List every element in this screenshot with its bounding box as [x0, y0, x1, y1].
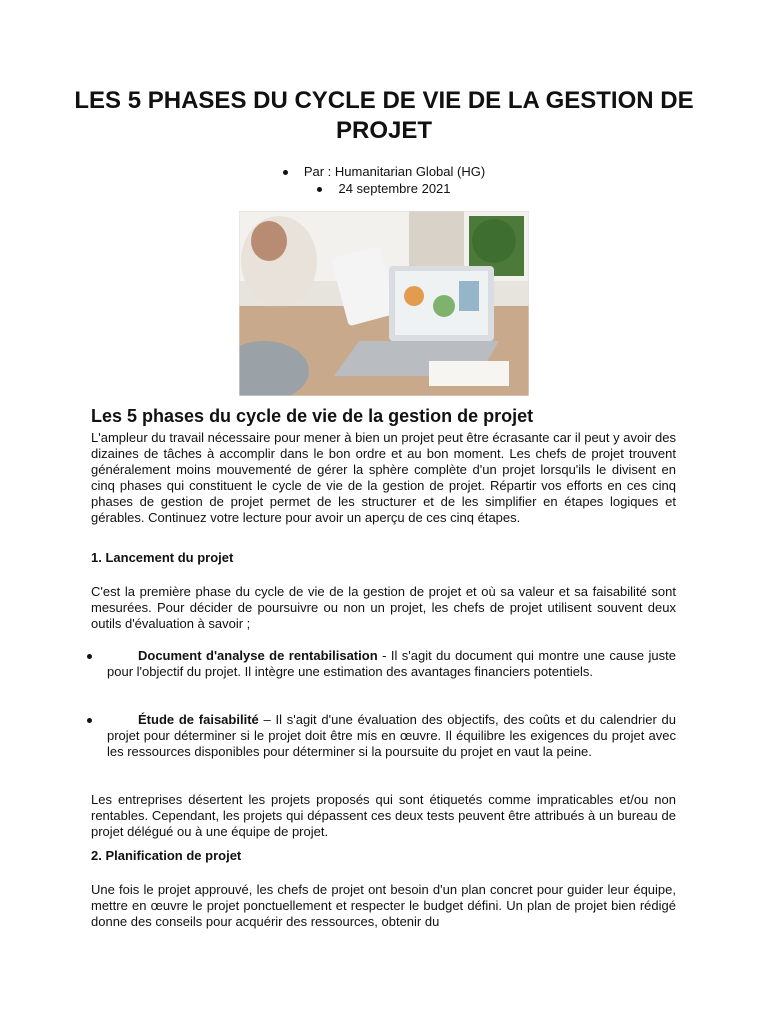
- phase1-paragraph: C'est la première phase du cycle de vie de la gestion de projet et où sa valeur et sa faisabilité sont mesurées. Pour décider de poursuivre ou non un projet, les chefs de projet utilisent souvent deux outils d'évaluation à savoir ;: [91, 584, 676, 631]
- date-text: 24 septembre 2021: [338, 181, 451, 196]
- bullet-body: - Il s'agit du document qui montre une cause juste pour l'objectif du projet. Il intègre une estimation des avantages financiers potentiels.: [107, 648, 676, 679]
- phase2-paragraph: Une fois le projet approuvé, les chefs de projet ont besoin d'un plan concret pour guider leur équipe, mettre en œuvre le projet ponctuellement et respecter le budget défini. Un plan de projet bien rédigé donne des conseils pour acquérir des ressources, obtenir du: [91, 882, 676, 929]
- author-line: [0, 163, 768, 181]
- bullet-term: Étude de faisabilité: [138, 712, 259, 727]
- phase2-heading: 2. Planification de projet: [91, 848, 242, 863]
- bullet-body: – Il s'agit d'une évaluation des objectifs, des coûts et du calendrier du projet pour déterminer si le projet doit être mis en œuvre. Il équilibre les exigences du projet avec les ressources disponibles pour déterminer si la poursuite du projet en vaut la peine.: [107, 712, 676, 759]
- phase1-closing-paragraph: Les entreprises désertent les projets proposés qui sont étiquetés comme impraticables et/ou non rentables. Cependant, les projets qui dépassent ces deux tests peuvent être attribués à un bureau de projet délégué ou à une équipe de projet.: [91, 792, 676, 839]
- office-laptop-image: [239, 211, 529, 396]
- intro-paragraph: L'ampleur du travail nécessaire pour mener à bien un projet peut être écrasante car il peut y avoir des dizaines de tâches à accomplir dans le bon ordre et au bon moment. Les chefs de projet trouvent généralement moins mouvementé de gérer la sphère complète d'un projet lorsqu'ils le divisent en cinq phases qui constituent le cycle de vie de la gestion de projet. Répartir vos efforts en ces cinq phases de gestion de projet permet de les structurer et de les simplifier en étapes logiques et gérables. Continuez votre lecture pour avoir un aperçu de ces cinq étapes.: [91, 430, 676, 525]
- bullet-rentabilisation: [107, 648, 676, 680]
- phase1-heading: 1. Lancement du projet: [91, 550, 234, 565]
- section-title: Les 5 phases du cycle de vie de la gestion de projet: [91, 406, 534, 426]
- hero-image: [239, 211, 529, 396]
- bullet-icon: [87, 654, 92, 659]
- date-line: [0, 180, 768, 198]
- bullet-icon: [87, 718, 92, 723]
- bullet-icon: [283, 170, 288, 175]
- bullet-term: Document d'analyse de rentabilisation: [138, 648, 378, 663]
- author-text: Par : Humanitarian Global (HG): [303, 164, 486, 179]
- bullet-faisabilite: [107, 712, 676, 760]
- bullet-icon: [317, 187, 322, 192]
- document-title: LES 5 PHASES DU CYCLE DE VIE DE LA GESTION DE PROJET: [74, 87, 694, 144]
